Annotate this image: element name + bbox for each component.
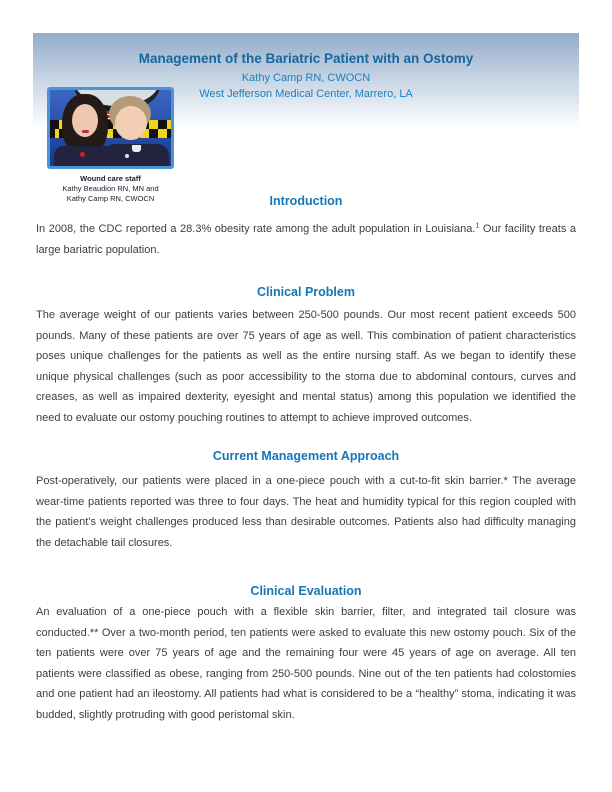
staff-left-lips [82,130,89,133]
introduction-text-continued: Our facility treats a large bariatric population. [36,223,576,256]
photo-caption-line: Kathy Beaudion RN, MN and [62,184,159,193]
section-heading-clinical-problem: Clinical Problem [257,285,355,299]
section-heading-clinical-evaluation: Clinical Evaluation [250,584,362,598]
section-heading-current-management-approach: Current Management Approach [212,449,400,463]
introduction-text: In 2008, the CDC reported a 28.3% obesity rate among the adult population in Louisiana. [36,223,476,235]
poster-body [36,193,576,725]
photo-caption-line: Kathy Camp RN, CWOCN [66,194,155,203]
staff-right-collar [132,145,141,152]
section-body-current-management-approach: Post-operatively, our patients were placed in a one-piece pouch with a cut-to-fit skin barrier.* The average wear-time patients reported was three to four days. The heat and humidity typical for this region coupled with the patient’s weight challenges produced less than desirable outcomes. Patients also had difficulty managing the detachable tail closures. [36,475,576,549]
staff-right-face [115,106,147,140]
poster-affiliation: West Jefferson Medical Center, Marrero, LA [199,88,413,100]
staff-right-pin [125,154,129,158]
staff-photo [47,87,174,169]
section-heading-introduction: Introduction [269,194,343,208]
staff-left-pin [80,152,85,157]
poster-title: Management of the Bariatric Patient with an Ostomy [138,51,474,66]
poster-author: Kathy Camp RN, CWOCN [241,72,371,84]
section-body-clinical-problem: The average weight of our patients varies between 250-500 pounds. Our most recent patient exceeds 500 pounds. Many of these patients are over 75 years of age as well. This combination of patient characteristics poses unique challenges for the patients as well as the entire nursing staff. As we began to identify these unique physical challenges (such as poor accessibility to the stoma due to abdominal contours, curves and creases, as well as impaired dexterity, eyesight and mental status) among this population we identified the need to evaluate our ostomy pouching routines to attempt to achieve improved outcomes. [36,309,576,424]
staff-photo-figure [47,87,174,204]
section-body-clinical-evaluation: An evaluation of a one-piece pouch with a flexible skin barrier, filter, and integrated tail closure was conducted.** Over a two-month period, ten patients were asked to evaluate this new ostomy pouch. Six of the ten patients were over 75 years of age and the remaining four were 45 years of age on average. All ten patients were classified as obese, ranging from 250-500 pounds. Nine out of the ten patients had colostomies and one patient had an ileostomy. All patients had what is considered to be a “healthy” stoma, indicating it was budded, slightly protruding with good peristomal skin. [36,606,576,721]
section-body-introduction [36,219,576,260]
photo-caption-title: Wound care staff [80,174,141,183]
footnote-reference-1: 1 [475,222,480,230]
